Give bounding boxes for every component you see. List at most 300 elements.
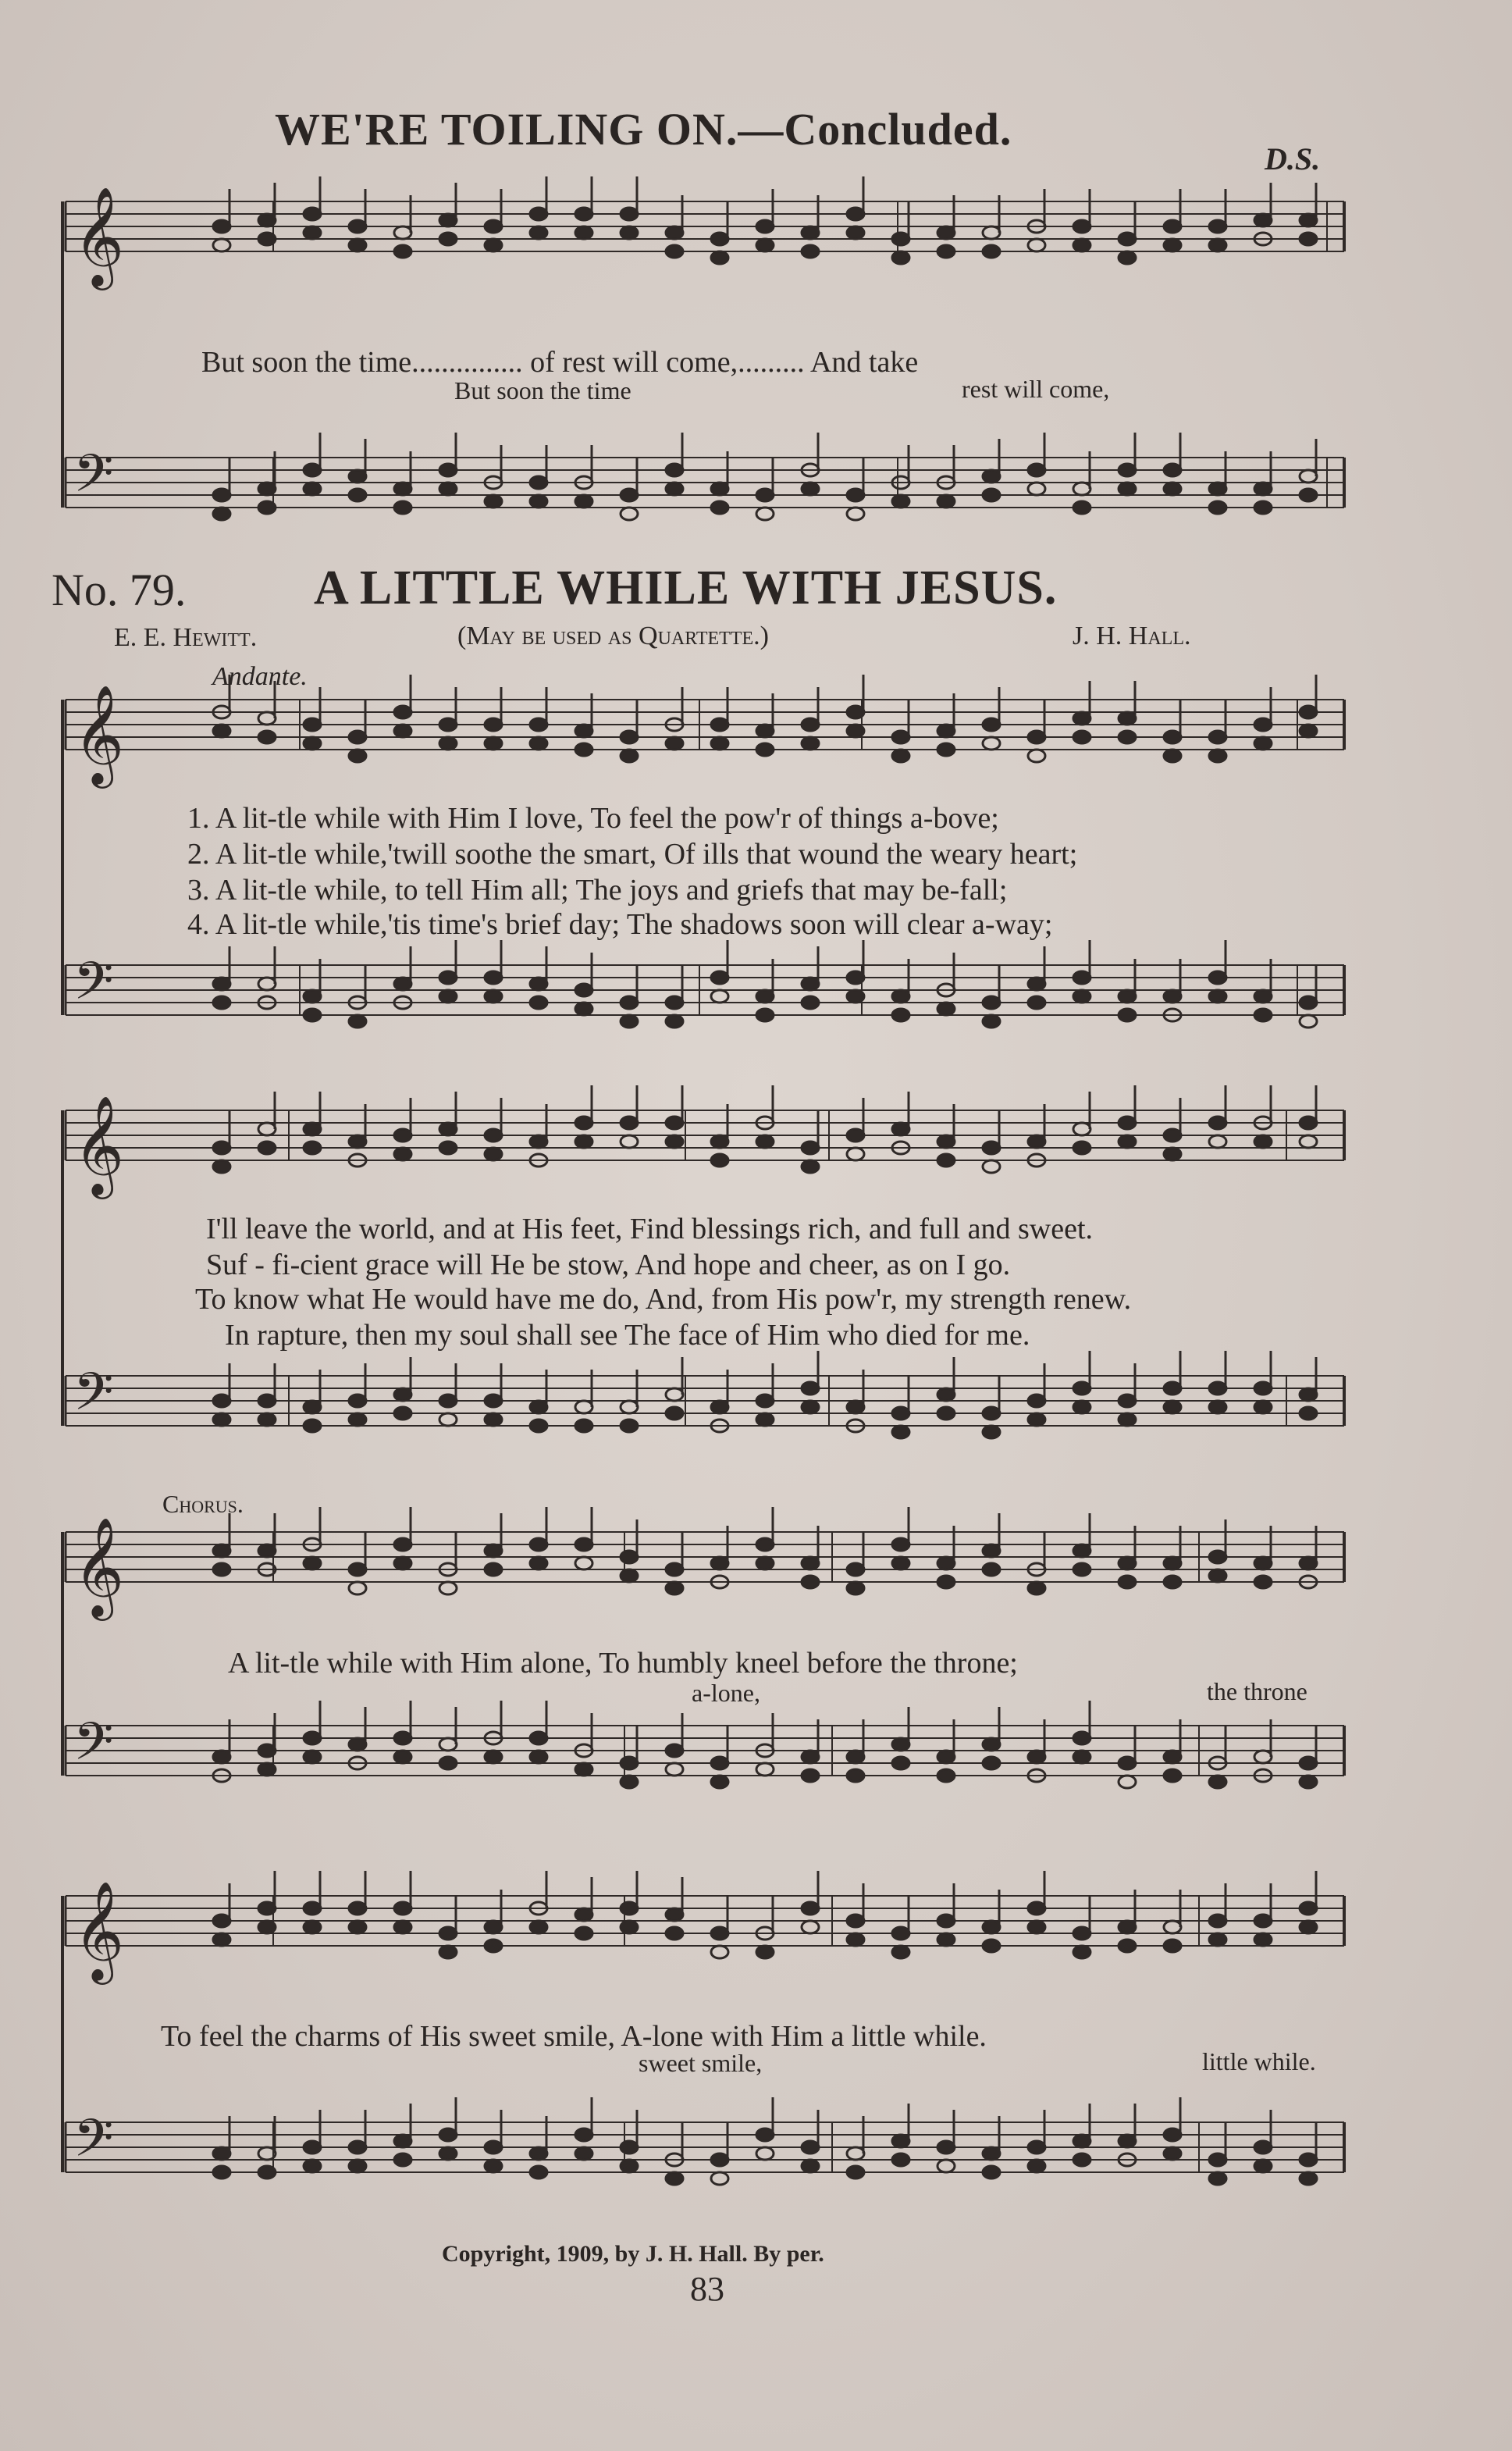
note-head	[1300, 470, 1317, 483]
verse-4-line-1: 4. A lit-tle while,'tis time's brief day; The shadows soon will clear a-way;	[187, 908, 1053, 941]
note-head	[1164, 1576, 1181, 1588]
note-head	[621, 1569, 638, 1582]
note-head	[1209, 990, 1226, 1003]
note-head	[621, 208, 638, 220]
note-head	[439, 1738, 457, 1751]
note-head	[394, 1148, 411, 1160]
note-head	[1164, 483, 1181, 495]
top-alto-lyric-2: rest will come,	[962, 375, 1110, 403]
note-head	[394, 1407, 411, 1420]
note-head	[1254, 737, 1272, 750]
note-head	[802, 1576, 819, 1588]
verse-3-line-2: To know what He would have me do, And, from His pow'r, my strength renew.	[195, 1283, 1132, 1316]
note-head	[937, 1933, 955, 1946]
note-head	[349, 1921, 366, 1933]
note-head	[213, 1563, 230, 1576]
note-head	[711, 233, 728, 245]
note-head	[530, 208, 547, 220]
note-head	[485, 1563, 502, 1576]
clef-icon: 𝄢	[73, 444, 114, 516]
note-head	[1300, 1135, 1317, 1148]
note-head	[1119, 1576, 1136, 1588]
note-head	[439, 233, 457, 245]
note-head	[575, 1003, 592, 1015]
note-head	[1073, 712, 1090, 725]
note-head	[304, 1732, 321, 1744]
note-head	[666, 1388, 683, 1401]
note-head	[666, 1582, 683, 1594]
note-head	[439, 1582, 457, 1594]
verse-4-line-2: In rapture, then my soul shall see The face of Him who died for me.	[225, 1319, 1030, 1352]
note-head	[439, 971, 457, 984]
note-head	[394, 2135, 411, 2147]
note-head	[485, 2141, 502, 2154]
note-head	[756, 2147, 774, 2160]
note-head	[575, 1135, 592, 1148]
note-head	[1164, 731, 1181, 743]
note-head	[349, 1563, 366, 1576]
note-head	[439, 1123, 457, 1135]
note-head	[711, 1757, 728, 1769]
note-head	[666, 1135, 683, 1148]
note-head	[1073, 483, 1090, 495]
note-head	[439, 1946, 457, 1958]
note-head	[937, 2160, 955, 2172]
note-head	[485, 971, 502, 984]
verse-1-line-1: 1. A lit-tle while with Him I love, To feel the pow'r of things a-bove;	[187, 802, 999, 835]
note-head	[349, 1395, 366, 1407]
note-head	[847, 508, 864, 520]
note-head	[304, 1420, 321, 1432]
note-head	[802, 996, 819, 1009]
page-number: 83	[690, 2270, 724, 2308]
note-head	[1073, 1946, 1090, 1958]
note-head	[937, 2141, 955, 2154]
note-head	[258, 1902, 276, 1915]
note-head	[983, 1563, 1000, 1576]
note-head	[1254, 1576, 1272, 1588]
note-head	[485, 2160, 502, 2172]
note-head	[258, 731, 276, 743]
note-head	[983, 1142, 1000, 1154]
note-head	[1073, 220, 1090, 233]
note-head	[892, 731, 909, 743]
note-head	[1028, 1921, 1045, 1933]
copyright-notice: Copyright, 1909, by J. H. Hall. By per.	[442, 2241, 824, 2267]
note-head	[258, 1544, 276, 1557]
note-head	[258, 233, 276, 245]
note-head	[1028, 750, 1045, 762]
note-head	[304, 208, 321, 220]
chorus-line-1: A lit-tle while with Him alone, To humbly kneel before the throne;	[228, 1647, 1018, 1680]
note-head	[304, 483, 321, 495]
note-head	[485, 737, 502, 750]
note-head	[621, 996, 638, 1009]
note-head	[756, 508, 774, 520]
note-head	[1300, 489, 1317, 501]
note-head	[485, 1544, 502, 1557]
note-head	[575, 1557, 592, 1569]
note-head	[892, 1557, 909, 1569]
author-credit: E. E. Hewitt.	[114, 623, 258, 652]
note-head	[1164, 990, 1181, 1003]
note-head	[304, 1142, 321, 1154]
note-head	[349, 239, 366, 251]
top-lyric-line: But soon the time............... of rest will come,......... And take	[201, 346, 919, 379]
clef-icon: 𝄢	[73, 2108, 114, 2181]
note-head	[621, 750, 638, 762]
note-head	[1254, 501, 1272, 514]
note-head	[1028, 1751, 1045, 1763]
note-head	[1073, 1544, 1090, 1557]
note-head	[802, 1921, 819, 1933]
note-head	[892, 990, 909, 1003]
note-head	[847, 725, 864, 737]
note-head	[1073, 2154, 1090, 2166]
note-head	[1119, 233, 1136, 245]
note-head	[802, 1382, 819, 1395]
note-head	[530, 1751, 547, 1763]
note-head	[1164, 1940, 1181, 1952]
note-head	[304, 718, 321, 731]
note-head	[1073, 239, 1090, 251]
note-head	[1300, 1117, 1317, 1129]
note-head	[892, 1123, 909, 1135]
note-head	[937, 495, 955, 508]
chorus-line-2: To feel the charms of His sweet smile, A-lone with Him a little while.	[161, 2020, 987, 2053]
note-head	[937, 1388, 955, 1401]
note-head	[847, 1933, 864, 1946]
note-head	[439, 737, 457, 750]
note-head	[756, 489, 774, 501]
note-head	[1164, 750, 1181, 762]
note-head	[575, 2147, 592, 2160]
note-head	[621, 1757, 638, 1769]
note-head	[756, 1557, 774, 1569]
note-head	[1209, 1551, 1226, 1563]
note-head	[1164, 464, 1181, 476]
verse-2-line-1: 2. A lit-tle while,'twill soothe the smart, Of ills that wound the weary heart;	[187, 838, 1078, 871]
note-head	[213, 508, 230, 520]
note-head	[847, 1563, 864, 1576]
note-head	[621, 2141, 638, 2154]
note-head	[213, 2147, 230, 2160]
note-head	[621, 1776, 638, 1788]
note-head	[213, 1915, 230, 1927]
note-head	[1028, 239, 1045, 251]
note-head	[802, 1557, 819, 1569]
note-head	[983, 1921, 1000, 1933]
note-head	[711, 1946, 728, 1958]
note-head	[258, 978, 276, 990]
note-head	[1073, 1732, 1090, 1744]
note-head	[439, 483, 457, 495]
note-head	[756, 1538, 774, 1551]
note-head	[213, 1160, 230, 1173]
note-head	[711, 1927, 728, 1940]
note-head	[258, 501, 276, 514]
note-head	[304, 1751, 321, 1763]
note-head	[1164, 1557, 1181, 1569]
note-head	[575, 1927, 592, 1940]
note-head	[1300, 1776, 1317, 1788]
note-head	[530, 1557, 547, 1569]
note-head	[621, 1015, 638, 1028]
note-head	[304, 1123, 321, 1135]
note-head	[847, 208, 864, 220]
note-head	[575, 1908, 592, 1921]
note-head	[666, 483, 683, 495]
note-head	[937, 245, 955, 258]
note-head	[1119, 1921, 1136, 1933]
note-head	[711, 501, 728, 514]
note-head	[1209, 1915, 1226, 1927]
note-head	[756, 1946, 774, 1958]
note-head	[666, 464, 683, 476]
note-head	[937, 743, 955, 756]
note-head	[304, 464, 321, 476]
note-head	[802, 226, 819, 239]
hymn-number: No. 79.	[52, 565, 187, 615]
note-head	[1300, 214, 1317, 226]
note-head	[575, 208, 592, 220]
note-head	[666, 1117, 683, 1129]
note-head	[711, 483, 728, 495]
clef-icon: 𝄞	[73, 186, 125, 286]
note-head	[394, 245, 411, 258]
note-head	[304, 1009, 321, 1021]
note-head	[394, 1902, 411, 1915]
note-head	[847, 2147, 864, 2160]
note-head	[349, 1582, 366, 1594]
note-head	[530, 1921, 547, 1933]
note-head	[213, 1751, 230, 1763]
note-head	[1300, 2154, 1317, 2166]
note-head	[349, 750, 366, 762]
note-head	[530, 718, 547, 731]
note-head	[394, 501, 411, 514]
note-head	[756, 2129, 774, 2141]
note-head	[1209, 1401, 1226, 1413]
note-head	[1119, 990, 1136, 1003]
note-head	[575, 1763, 592, 1776]
chorus-label: Chorus.	[162, 1490, 244, 1518]
note-head	[394, 706, 411, 718]
note-head	[485, 1921, 502, 1933]
note-head	[666, 1744, 683, 1757]
note-head	[1164, 2129, 1181, 2141]
note-head	[575, 1420, 592, 1432]
note-head	[394, 978, 411, 990]
note-head	[485, 239, 502, 251]
note-head	[258, 1395, 276, 1407]
note-head	[1209, 1569, 1226, 1582]
note-head	[349, 470, 366, 483]
note-head	[485, 718, 502, 731]
note-head	[258, 1413, 276, 1426]
note-head	[983, 996, 1000, 1009]
clef-icon: 𝄢	[73, 1362, 114, 1434]
note-head	[1119, 1395, 1136, 1407]
note-head	[530, 476, 547, 489]
note-head	[213, 239, 230, 251]
note-head	[1254, 2160, 1272, 2172]
note-head	[1028, 483, 1045, 495]
note-head	[1119, 731, 1136, 743]
note-head	[666, 1563, 683, 1576]
note-head	[394, 1388, 411, 1401]
note-head	[349, 489, 366, 501]
note-head	[258, 1921, 276, 1933]
note-head	[530, 1538, 547, 1551]
note-head	[530, 996, 547, 1009]
note-head	[439, 990, 457, 1003]
quartette-note: (May be used as Quartette.)	[457, 622, 769, 650]
note-head	[1073, 501, 1090, 514]
note-head	[394, 1921, 411, 1933]
note-head	[530, 226, 547, 239]
ds-mark: D.S.	[1265, 141, 1321, 176]
note-head	[711, 2154, 728, 2166]
note-head	[711, 1401, 728, 1413]
note-head	[1209, 731, 1226, 743]
note-head	[213, 1413, 230, 1426]
note-head	[847, 1769, 864, 1782]
note-head	[983, 718, 1000, 731]
note-head	[439, 2147, 457, 2160]
note-head	[1119, 1940, 1136, 1952]
note-head	[575, 1401, 592, 1413]
note-head	[756, 1135, 774, 1148]
note-head	[756, 725, 774, 737]
note-head	[213, 220, 230, 233]
note-head	[711, 990, 728, 1003]
note-head	[1254, 1751, 1272, 1763]
note-head	[1119, 1117, 1136, 1129]
note-head	[983, 245, 1000, 258]
note-head	[258, 483, 276, 495]
note-head	[621, 1551, 638, 1563]
note-head	[892, 1757, 909, 1769]
note-head	[1073, 971, 1090, 984]
note-head	[802, 737, 819, 750]
note-head	[1209, 239, 1226, 251]
note-head	[258, 1142, 276, 1154]
clef-icon: 𝄞	[73, 1880, 125, 1980]
note-head	[802, 1902, 819, 1915]
note-head	[349, 220, 366, 233]
note-head	[439, 1757, 457, 1769]
note-head	[666, 1927, 683, 1940]
note-head	[1119, 2135, 1136, 2147]
note-head	[847, 226, 864, 239]
note-head	[983, 1426, 1000, 1438]
note-head	[1164, 220, 1181, 233]
note-head	[621, 1117, 638, 1129]
note-head	[1300, 996, 1317, 1009]
note-head	[1254, 483, 1272, 495]
note-head	[1073, 1401, 1090, 1413]
note-head	[983, 1407, 1000, 1420]
note-head	[1209, 1117, 1226, 1129]
note-head	[1028, 1582, 1045, 1594]
note-head	[575, 2129, 592, 2141]
note-head	[1254, 1135, 1272, 1148]
note-head	[258, 1123, 276, 1135]
note-head	[304, 1557, 321, 1569]
note-head	[1028, 731, 1045, 743]
note-head	[802, 1751, 819, 1763]
note-head	[802, 483, 819, 495]
note-head	[892, 233, 909, 245]
note-head	[847, 2166, 864, 2178]
note-head	[394, 1538, 411, 1551]
verse-3-line-1: 3. A lit-tle while, to tell Him all; The joys and griefs that may be-fall;	[187, 874, 1008, 907]
note-head	[1164, 1148, 1181, 1160]
note-head	[666, 996, 683, 1009]
note-head	[666, 1908, 683, 1921]
note-head	[1028, 996, 1045, 1009]
note-head	[1164, 2147, 1181, 2160]
note-head	[349, 1902, 366, 1915]
note-head	[983, 489, 1000, 501]
note-head	[530, 495, 547, 508]
note-head	[439, 464, 457, 476]
note-head	[1254, 1915, 1272, 1927]
note-head	[258, 2166, 276, 2178]
note-head	[937, 226, 955, 239]
note-head	[666, 245, 683, 258]
note-head	[892, 750, 909, 762]
note-head	[1164, 1382, 1181, 1395]
note-head	[711, 1135, 728, 1148]
note-head	[711, 1154, 728, 1167]
note-head	[983, 2166, 1000, 2178]
note-head	[394, 2154, 411, 2166]
note-head	[621, 226, 638, 239]
clef-icon: 𝄢	[73, 951, 114, 1024]
note-head	[394, 1751, 411, 1763]
note-head	[1209, 501, 1226, 514]
note-head	[485, 1148, 502, 1160]
note-head	[621, 1902, 638, 1915]
note-head	[756, 1395, 774, 1407]
note-head	[213, 725, 230, 737]
note-head	[1300, 233, 1317, 245]
note-head	[1300, 1407, 1317, 1420]
note-head	[711, 718, 728, 731]
note-head	[1119, 464, 1136, 476]
note-head	[394, 1732, 411, 1744]
note-head	[892, 1738, 909, 1751]
note-head	[802, 1160, 819, 1173]
verse-1-line-2: I'll leave the world, and at His feet, Find blessings rich, and full and sweet.	[206, 1213, 1094, 1245]
note-head	[575, 226, 592, 239]
note-head	[1119, 251, 1136, 264]
note-head	[892, 495, 909, 508]
note-head	[937, 725, 955, 737]
note-head	[847, 1751, 864, 1763]
note-head	[983, 1757, 1000, 1769]
note-head	[983, 226, 1000, 239]
note-head	[892, 1407, 909, 1420]
note-head	[983, 2147, 1000, 2160]
note-head	[983, 1940, 1000, 1952]
chorus-alto-1b: the throne	[1207, 1677, 1307, 1705]
note-head	[530, 2147, 547, 2160]
note-head	[847, 1915, 864, 1927]
note-head	[1254, 718, 1272, 731]
